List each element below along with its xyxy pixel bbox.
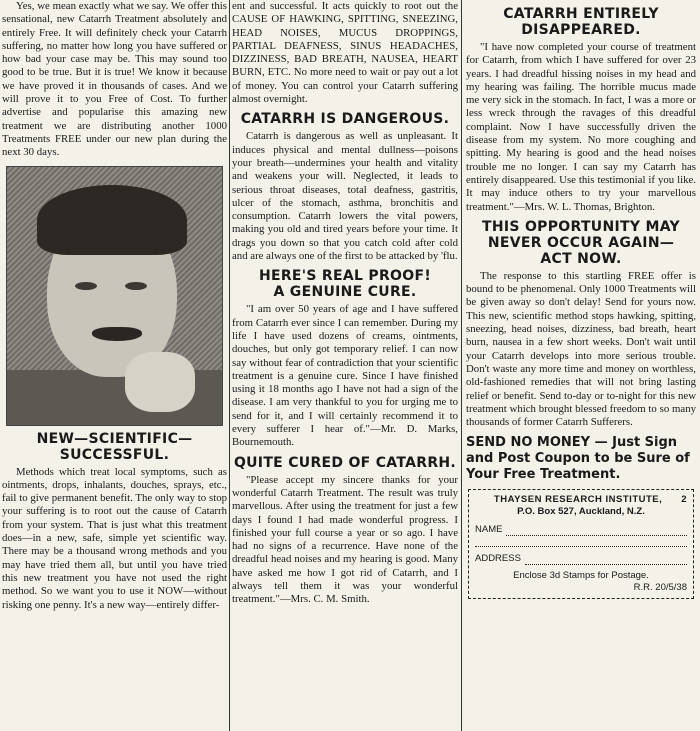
danger-paragraph: Catarrh is dangerous as well as unpleasant. It induces physical and mental dullness—poisons your breath—undermines your health and vitality and weakens your will. Neglected, it leads to serious throat diseases, total deafness, gastritis, ulcer of the stomach, asthma, bronchitis and consumption. Catarrh lowers the vital powers, making you old and tired years before your time. It drags you down so that you catch cold after cold and are always one of the first to be attacked by 'flu.	[232, 130, 458, 263]
heading-real-proof: HERE'S REAL PROOF! A GENUINE CURE.	[258, 268, 432, 301]
body-paragraph: Methods which treat local symptoms, such as ointments, drops, inhalants, douches, sprays, etc., fail to give permanent benefit. The only way to stop your suffering is to root out the cause of Catarrh from your system. That is just what this treatment does—in a new, safe, simple yet scientific way. There may be a thousand wrong methods and you may have tried them all, but until you have tried this new treatment you have not used the right method. So we want you to use it NOW—without risking one penny. It's a new way—entirely differ-	[2, 465, 227, 611]
column-1	[2, 0, 227, 612]
column-3	[466, 0, 696, 599]
heading-opportunity: THIS OPPORTUNITY MAY NEVER OCCUR AGAIN— ACT NOW.	[482, 218, 680, 267]
column-rule	[461, 0, 462, 731]
portrait-photo	[6, 166, 223, 426]
heading-new-scientific: NEW—SCIENTIFIC— SUCCESSFUL.	[36, 430, 193, 463]
continuation-paragraph: ent and successful. It acts quickly to root out the CAUSE OF HAWKING, SPITTING, SNEEZING, HEAD NOISES, MUCUS DROPPINGS, PARTIAL DEAFNESS, SINUS HEADACHES, DIZZINESS, BAD BREATH, NAUSEA, HEART BURN, ETC. No more need to wait or pay out a lot of money. You can control your Catarrh suffering almost overnight.	[232, 0, 458, 106]
coupon-institute: THAYSEN RESEARCH INSTITUTE,	[493, 494, 663, 506]
column-rule	[229, 0, 230, 731]
send-no-money-heading: SEND NO MONEY — Just Sign and Post Coupon to be Sure of Your Free Treatment.	[466, 435, 690, 483]
coupon-address-field[interactable]: ADDRESS	[475, 553, 687, 565]
quite-testimonial: "Please accept my sincere thanks for your wonderful Catarrh Treatment. The result was truly marvellous. After using the treatment for just a few days I found I had made wonderful progress. I finished your full course a year or so ago. I have had no signs of a recurrence. Have none of the dreadful head noises and my hearing is good. Many have asked me how I got rid of Catarrh, and I always tell them it was your wonderful treatment."—Mrs. C. M. Smith.	[232, 473, 458, 606]
heading-quite-cured: QUITE CURED OF CATARRH.	[233, 454, 457, 471]
coupon-box: P.O. Box 527, Auckland, N.Z.	[517, 506, 645, 518]
opportunity-paragraph: The response to this startling FREE offer is bound to be phenomenal. Only 1000 Treatments will be given away so don't delay! Send for yours now. This new, scientific method stops hawking, spitting, sneezing, head noises, dizziness, bad breath, heart burn, nausea in a few short weeks. Don't wait until your Catarrh develops into more serious trouble. Don't waste any more time and money on worthless, old-fashioned remedies that will not bring lasting relief or benefit. Send to-day or to-night for this new treatment which brought blessed freedom to so many thousands of former Catarrh Sufferers.	[466, 269, 696, 429]
intro-paragraph: Yes, we mean exactly what we say. We offer this sensational, new Catarrh Treatment absolutely and entirely Free. It will definitely check your Catarrh suffering, no matter how long you have suffered or how bad your case may be. This may sound too good to be true. But it is true! We know it because we have proved it in thousands of cases. And we will prove it to you Free of Cost. To further advertise and popularise this amazing new treatment we are distributing another 1000 Treatments FREE under our new plan during the next 30 days.	[2, 0, 227, 159]
heading-entirely-disappeared: CATARRH ENTIRELY DISAPPEARED.	[503, 6, 659, 38]
entirely-testimonial: "I have now completed your course of treatment for Catarrh, from which I have suffered for over 23 years. I had dreadful hissing noises in my head and my hearing was failing. The horrible mucus made me very sick in the stomach. In fact, I was a more or less wreck through the ravages of this dreadful complaint. Now I have successfully driven the disease from my system. No more coughing and spitting. My hearing is good and the head noises trouble me no longer. I can say my Catarrh has entirely disappeared. Use this testimonial if you like. It may induce others to try your marvellous treatment."—Mrs. W. L. Thomas, Brighton.	[466, 41, 696, 213]
coupon[interactable]	[468, 489, 694, 599]
heading-dangerous: CATARRH IS DANGEROUS.	[240, 111, 450, 128]
coupon-mark: 2	[681, 494, 687, 506]
column-2	[232, 0, 458, 607]
coupon-enclose: Enclose 3d Stamps for Postage.	[513, 570, 649, 582]
coupon-code: R.R. 20/5/38	[633, 582, 687, 594]
coupon-name-field[interactable]: NAME	[475, 524, 687, 536]
proof-testimonial: "I am over 50 years of age and I have suffered from Catarrh ever since I can remember. During my life I have used dozens of creams, ointments, douches, but only got temporary relief. I can now say without fear of contradiction that your scientific treatment is a genuine cure. Since I have finished using it 18 months ago I have not had a sign of the disease. I am very thankful to you for urging me to send for it, and I will certainly recommend it to every sufferer I hear of."—Mr. D. Marks, Bournemouth.	[232, 303, 458, 449]
